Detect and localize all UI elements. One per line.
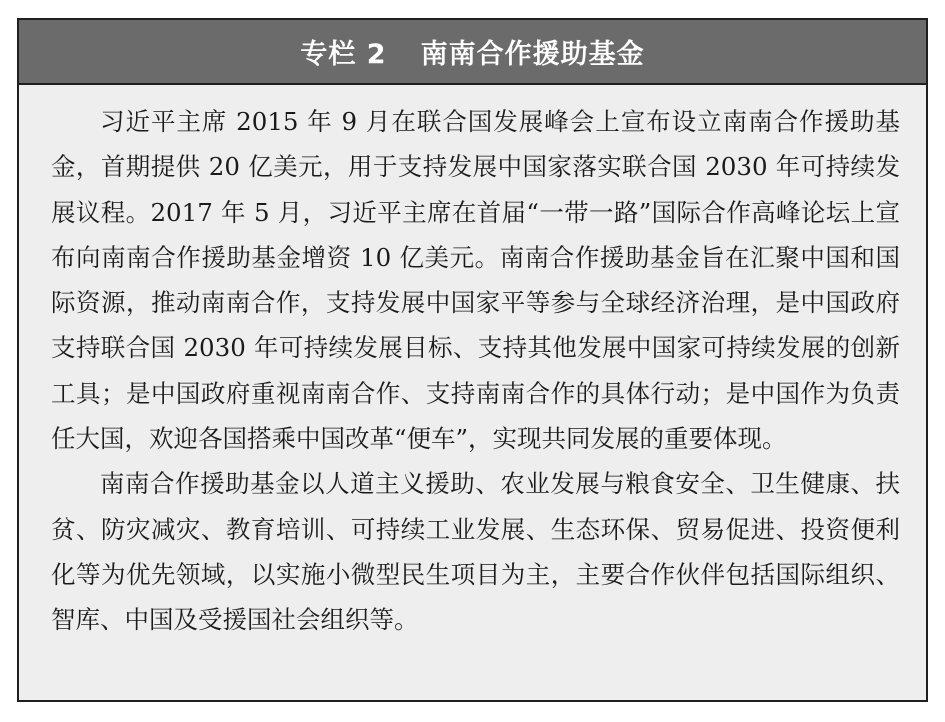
paragraph: 南南合作援助基金以人道主义援助、农业发展与粮食安全、卫生健康、扶贫、防灾减灾、教育培训、可持续工业发展、生态环保、贸易促进、投资便利化等为优先领域，以实施小微型民生项目为主，主要合作伙伴包括国际组织、智库、中国及受援国社会组织等。 [51,469,900,635]
info-box [17,18,928,702]
column-label: 专栏 2 [300,39,387,70]
box-body [19,85,926,643]
box-title: 南南合作援助基金 [420,39,645,70]
paragraph: 习近平主席 2015 年 9 月在联合国发展峰会上宣布设立南南合作援助基金，首期提供 20 亿美元，用于支持发展中国家落实联合国 2030 年可持续发展议程。2017 年 5 月，习近平主席在首届“一带一路”国际合作高峰论坛上宣布向南南合作援助基金增资 10 亿美元。南南合作援助基金旨在汇聚中国和国际资源，推动南南合作，支持发展中国家平等参与全球经济治理，是中国政府支持联合国 2030 年可持续发展目标、支持其他发展中国家可持续发展的创新工具；是中国政府重视南南合作、支持南南合作的具体行动；是中国作为负责任大国，欢迎各国搭乘中国改革“便车”，实现共同发展的重要体现。 [51,107,900,454]
box-header [19,20,926,85]
